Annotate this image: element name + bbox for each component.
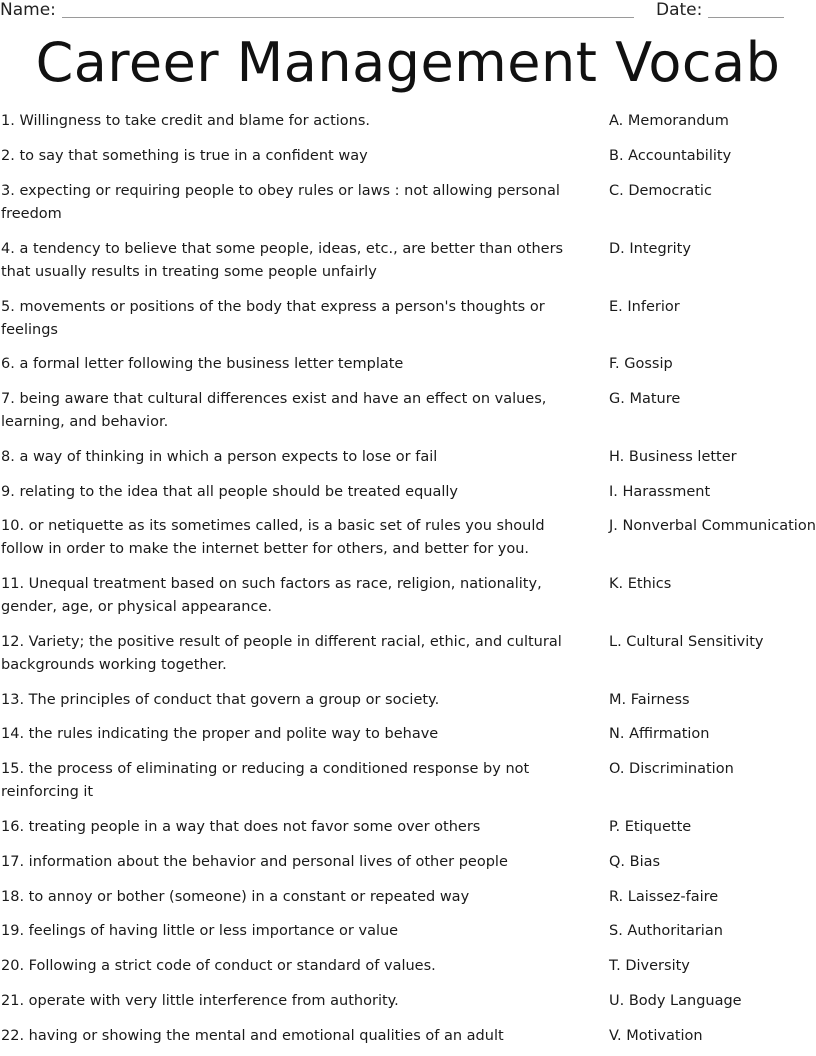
clue-text: 18. to annoy or bother (someone) in a constant or repeated way (1, 889, 470, 905)
clue-text: 2. to say that something is true in a confident way (1, 148, 368, 164)
clue-text: 22. having or showing the mental and emotional qualities of an adult (1, 1028, 504, 1044)
matching-row (0, 515, 816, 561)
clue-text: 7. being aware that cultural differences exist and have an effect on values, learning, and behavior. (1, 391, 547, 430)
clue-text: 15. the process of eliminating or reducing a conditioned response by not reinforcing it (1, 761, 530, 800)
answer-option: H. Business letter (609, 449, 737, 465)
clue-text: 10. or netiquette as its sometimes called, is a basic set of rules you should follow in order to make the internet better for others, and better for you. (1, 518, 545, 557)
matching-row (0, 573, 816, 619)
answer-option: A. Memorandum (609, 113, 729, 129)
answer-option: E. Inferior (609, 299, 680, 315)
answer-option: S. Authoritarian (609, 923, 723, 939)
clue-text: 14. the rules indicating the proper and polite way to behave (1, 726, 439, 742)
matching-row (0, 145, 816, 168)
answer-option: R. Laissez-faire (609, 889, 719, 905)
matching-row (0, 446, 816, 469)
answer-option: C. Democratic (609, 183, 712, 199)
clue-text: 6. a formal letter following the business letter template (1, 356, 404, 372)
clue-text: 12. Variety; the positive result of people in different racial, ethic, and cultural backgrounds working together. (1, 634, 562, 673)
answer-option: U. Body Language (609, 993, 742, 1009)
clue-text: 13. The principles of conduct that govern a group or society. (1, 692, 440, 708)
clue-text: 11. Unequal treatment based on such factors as race, religion, nationality, gender, age, or physical appearance. (1, 576, 542, 615)
answer-option: K. Ethics (609, 576, 672, 592)
matching-row (0, 990, 816, 1013)
answer-option: L. Cultural Sensitivity (609, 634, 764, 650)
matching-row (0, 481, 816, 504)
clue-text: 3. expecting or requiring people to obey rules or laws : not allowing personal freedom (1, 183, 560, 222)
answer-option: V. Motivation (609, 1028, 703, 1044)
matching-row (0, 388, 816, 434)
matching-row (0, 920, 816, 943)
clue-text: 19. feelings of having little or less importance or value (1, 923, 399, 939)
answer-option: P. Etiquette (609, 819, 692, 835)
clue-text: 4. a tendency to believe that some people, ideas, etc., are better than others that usually results in treating some people unfairly (1, 241, 564, 280)
clue-text: 8. a way of thinking in which a person expects to lose or fail (1, 449, 438, 465)
matching-row (0, 296, 816, 342)
matching-row (0, 180, 816, 226)
name-blank-line (62, 17, 634, 18)
answer-option: Q. Bias (609, 854, 661, 870)
matching-row (0, 353, 816, 376)
clue-text: 9. relating to the idea that all people should be treated equally (1, 484, 458, 500)
answer-option: N. Affirmation (609, 726, 710, 742)
clue-text: 21. operate with very little interference from authority. (1, 993, 399, 1009)
matching-row (0, 886, 816, 909)
matching-row (0, 238, 816, 284)
answer-option: M. Fairness (609, 692, 690, 708)
answer-option: B. Accountability (609, 148, 732, 164)
answer-option: O. Discrimination (609, 761, 734, 777)
clue-text: 5. movements or positions of the body that express a person's thoughts or feelings (1, 299, 545, 338)
clue-text: 1. Willingness to take credit and blame for actions. (1, 113, 371, 129)
clue-text: 16. treating people in a way that does not favor some over others (1, 819, 481, 835)
matching-row (0, 1025, 816, 1048)
answer-option: D. Integrity (609, 241, 691, 257)
matching-row (0, 758, 816, 804)
answer-option: F. Gossip (609, 356, 673, 372)
answer-option: I. Harassment (609, 484, 711, 500)
matching-row (0, 816, 816, 839)
matching-row (0, 631, 816, 677)
clue-text: 17. information about the behavior and personal lives of other people (1, 854, 508, 870)
clue-text: 20. Following a strict code of conduct or standard of values. (1, 958, 436, 974)
matching-row (0, 110, 816, 133)
answer-option: J. Nonverbal Communication (609, 518, 816, 534)
matching-row (0, 851, 816, 874)
date-blank-line (708, 17, 784, 18)
matching-row (0, 723, 816, 746)
page-title: Career Management Vocab (35, 31, 781, 94)
answer-option: T. Diversity (609, 958, 690, 974)
answer-option: G. Mature (609, 391, 681, 407)
date-label: Date: (656, 0, 703, 20)
matching-row (0, 689, 816, 712)
name-label: Name: (0, 0, 56, 20)
worksheet-header (0, 0, 816, 24)
matching-row (0, 955, 816, 978)
